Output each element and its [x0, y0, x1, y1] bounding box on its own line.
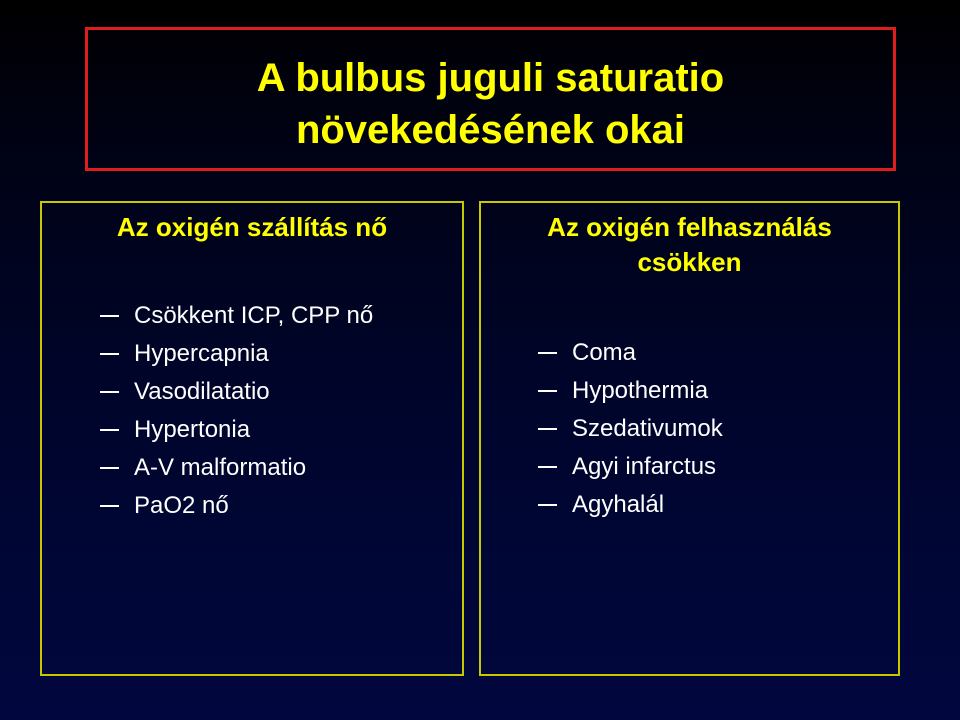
slide-title-line-2: növekedésének okai — [295, 108, 686, 152]
right-panel — [479, 201, 900, 676]
list-item-text: Coma — [572, 339, 637, 366]
list-item-text: PaO2 nő — [134, 492, 229, 519]
list-item-text: Vasodilatatio — [134, 378, 270, 405]
dash-bullet-icon — [538, 504, 557, 506]
list-item-text: Hypothermia — [572, 377, 709, 404]
list-item — [100, 411, 373, 449]
list-item — [538, 486, 723, 524]
list-item-text: Hypertonia — [134, 416, 251, 443]
list-item-text: Szedativumok — [572, 415, 723, 442]
list-item — [538, 410, 723, 448]
list-item — [100, 373, 373, 411]
right-panel-list — [538, 334, 723, 524]
left-panel-heading-text: Az oxigén szállítás nő — [116, 212, 388, 242]
dash-bullet-icon — [538, 466, 557, 468]
list-item — [100, 335, 373, 373]
left-panel-list — [100, 297, 373, 525]
list-item-text: Agyhalál — [572, 491, 665, 518]
slide-title-line-1: A bulbus juguli saturatio — [256, 56, 725, 100]
list-item-text: Csökkent ICP, CPP nő — [134, 302, 374, 329]
list-item — [100, 487, 373, 525]
dash-bullet-icon — [100, 353, 119, 355]
left-panel — [40, 201, 464, 676]
list-item-text: A-V malformatio — [134, 454, 307, 481]
dash-bullet-icon — [100, 505, 119, 507]
dash-bullet-icon — [100, 315, 119, 317]
list-item — [538, 448, 723, 486]
dash-bullet-icon — [538, 390, 557, 392]
list-item — [100, 297, 373, 335]
list-item — [100, 449, 373, 487]
dash-bullet-icon — [538, 428, 557, 430]
list-item-text: Hypercapnia — [134, 340, 269, 367]
left-panel-heading — [42, 210, 462, 245]
list-item — [538, 372, 723, 410]
dash-bullet-icon — [100, 467, 119, 469]
right-panel-heading — [481, 210, 898, 280]
right-panel-heading-line-1: Az oxigén felhasználás — [547, 212, 832, 242]
list-item — [538, 334, 723, 372]
dash-bullet-icon — [538, 352, 557, 354]
dash-bullet-icon — [100, 429, 119, 431]
list-item-text: Agyi infarctus — [572, 453, 717, 480]
right-panel-heading-line-2: csökken — [637, 247, 742, 277]
dash-bullet-icon — [100, 391, 119, 393]
title-box — [85, 27, 896, 171]
